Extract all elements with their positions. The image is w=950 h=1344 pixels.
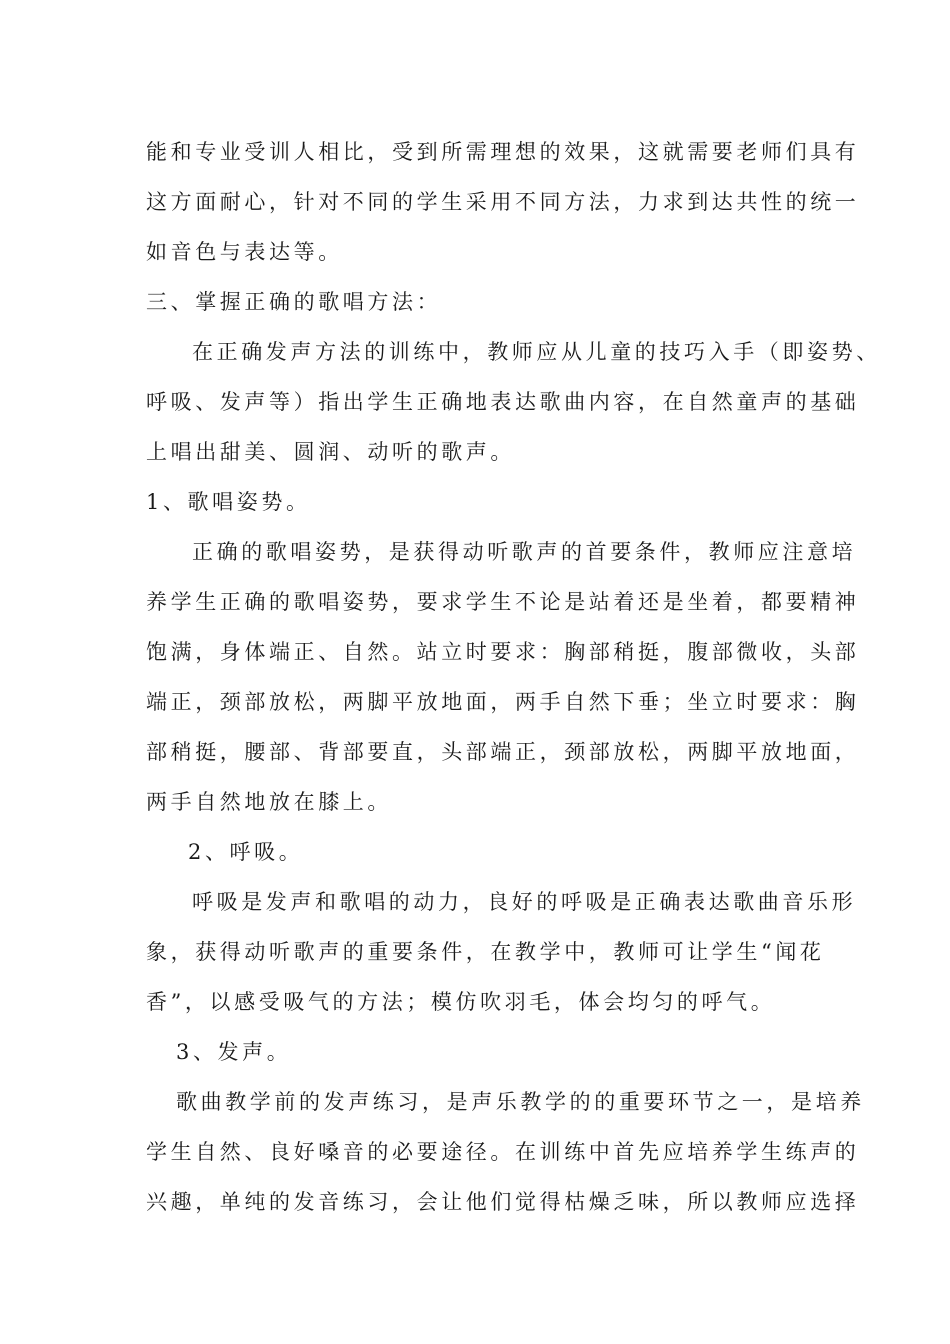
subsection-heading: 1、歌唱姿势。 [146,490,311,514]
text-line: 学生自然、良好嗓音的必要途径。在训练中首先应培养学生练声的 [146,1140,860,1164]
subsection-heading: 2、呼吸。 [188,840,304,864]
text-line: 能和专业受训人相比，受到所需理想的效果，这就需要老师们具有 [146,140,860,164]
text-line: 在正确发声方法的训练中，教师应从儿童的技巧入手（即姿势、 [192,340,881,364]
text-line: 正确的歌唱姿势，是获得动听歌声的首要条件，教师应注意培 [192,540,857,564]
text-line: 象，获得动听歌声的重要条件，在教学中，教师可让学生“闻花 [146,940,825,964]
text-line: 养学生正确的歌唱姿势，要求学生不论是站着还是坐着，都要精神 [146,590,860,614]
text-line: 香”，以感受吸气的方法；模仿吹羽毛，体会均匀的呼气。 [146,990,776,1014]
section-heading: 三、掌握正确的歌唱方法： [146,290,442,314]
text-line: 上唱出甜美、圆润、动听的歌声。 [146,440,515,464]
text-line: 这方面耐心，针对不同的学生采用不同方法，力求到达共性的统一 [146,190,860,214]
text-line: 兴趣，单纯的发音练习，会让他们觉得枯燥乏味，所以教师应选择 [146,1190,860,1214]
text-line: 如音色与表达等。 [146,240,343,264]
text-line: 呼吸是发声和歌唱的动力，良好的呼吸是正确表达歌曲音乐形 [192,890,857,914]
text-line: 两手自然地放在膝上。 [146,790,392,814]
text-line: 呼吸、发声等）指出学生正确地表达歌曲内容，在自然童声的基础 [146,390,860,414]
text-line: 歌曲教学前的发声练习，是声乐教学的的重要环节之一，是培养 [176,1090,865,1114]
subsection-heading: 3、发声。 [176,1040,292,1064]
text-line: 饱满，身体端正、自然。站立时要求：胸部稍挺，腹部微收，头部 [146,640,860,664]
text-line: 部稍挺，腰部、背部要直，头部端正，颈部放松，两脚平放地面， [146,740,860,764]
text-line: 端正，颈部放松，两脚平放地面，两手自然下垂；坐立时要求：胸 [146,690,860,714]
